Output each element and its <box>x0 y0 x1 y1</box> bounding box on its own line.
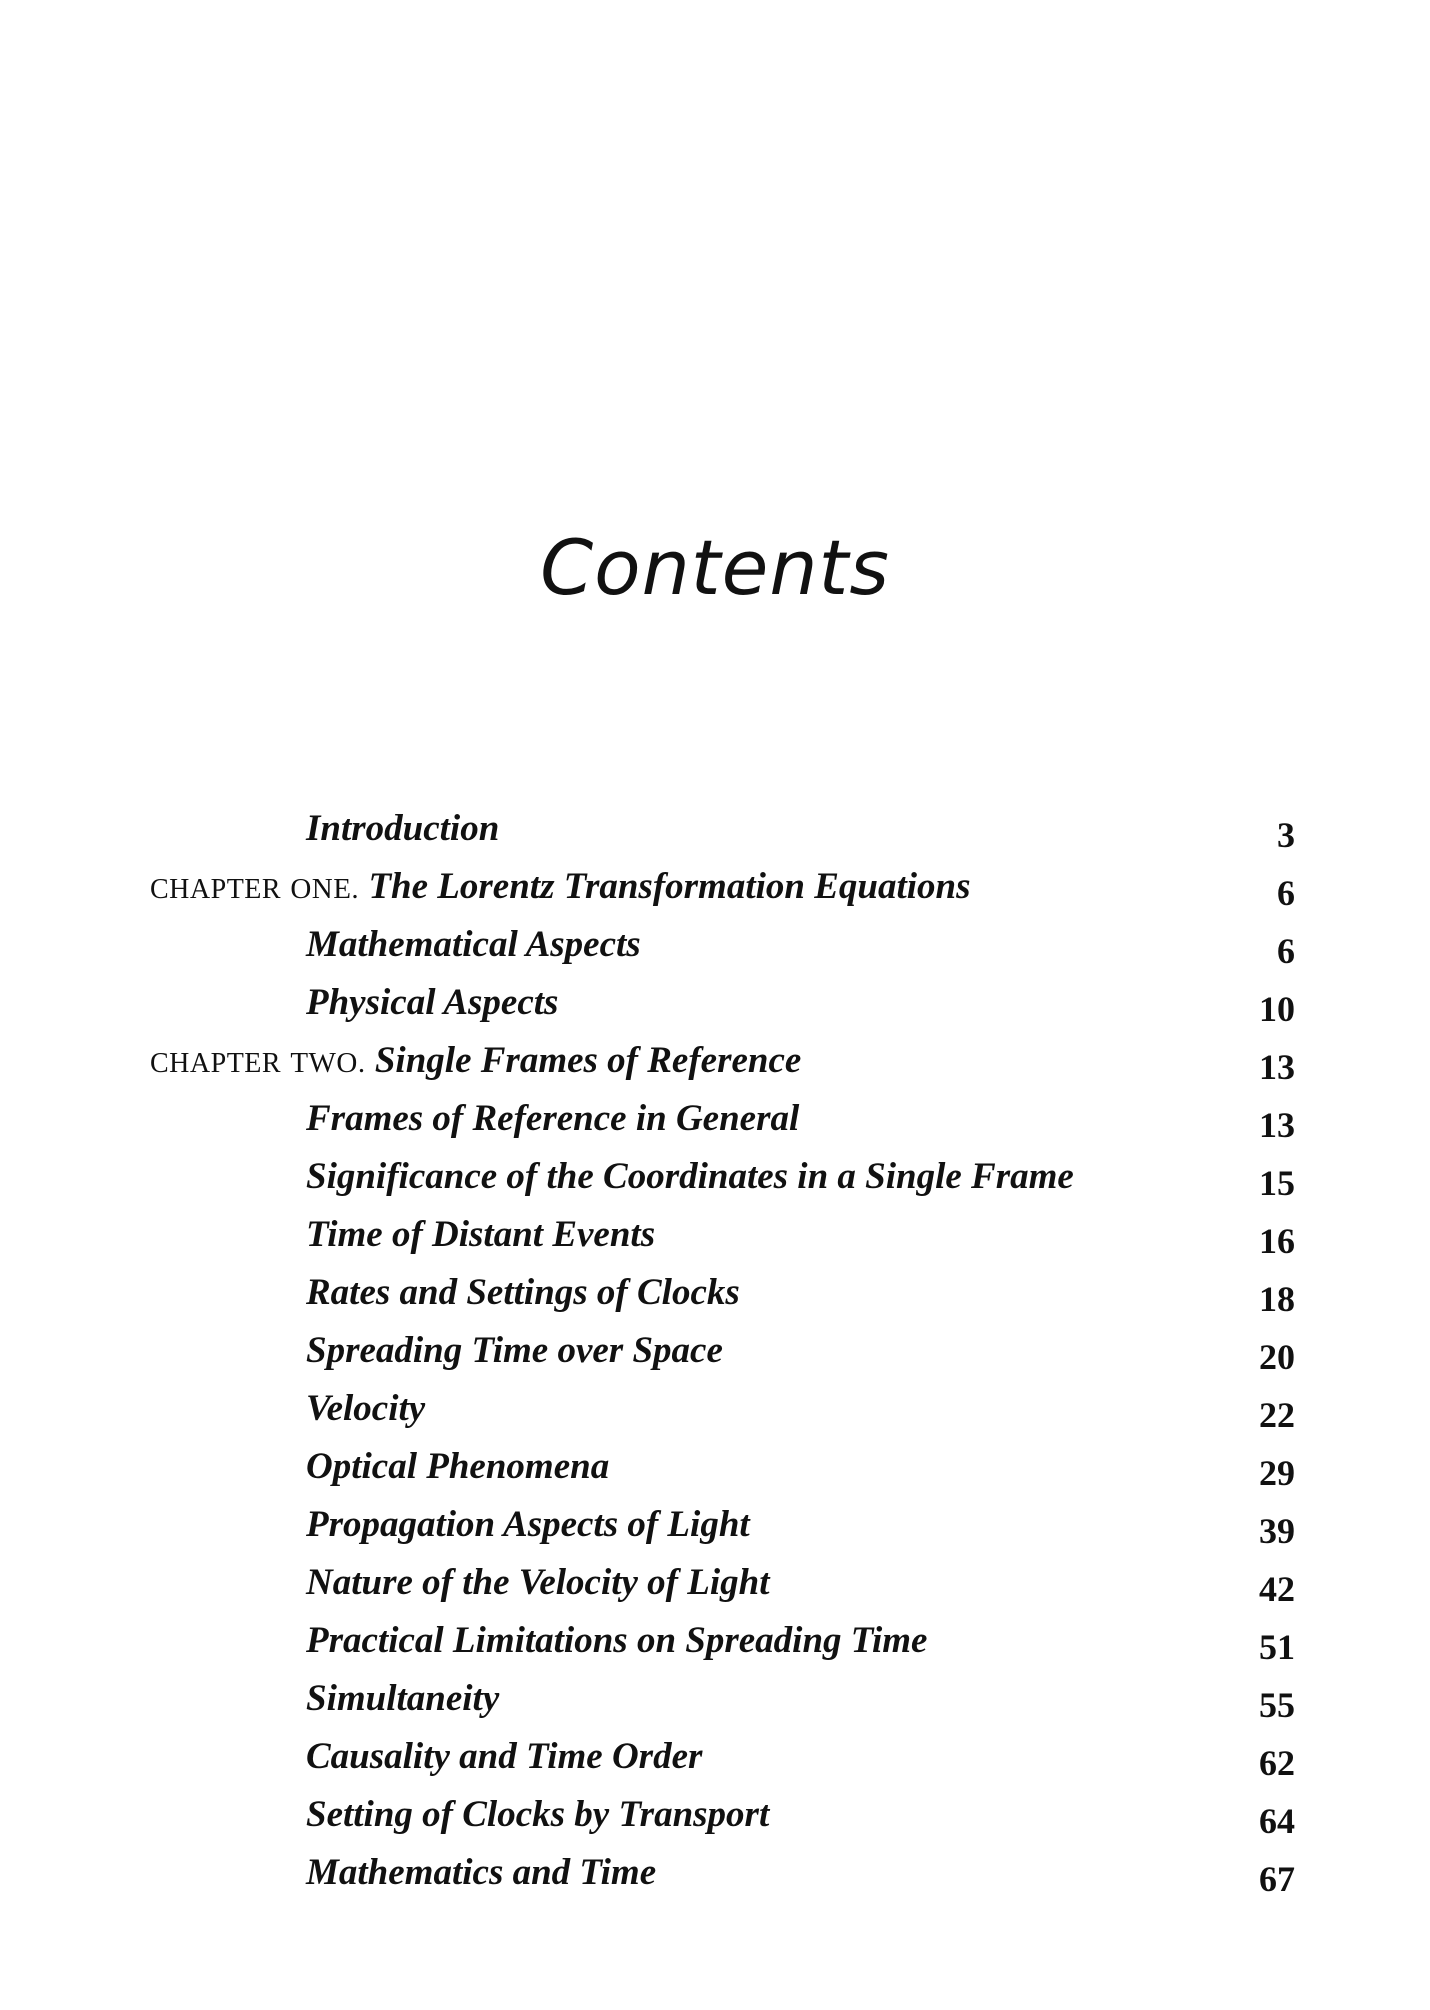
toc-entry[interactable] <box>0 800 1430 858</box>
toc-entry-title: Causality and Time Order <box>306 1736 703 1777</box>
toc-entry-title: Mathematical Aspects <box>306 924 641 965</box>
toc-entry-title: Propagation Aspects of Light <box>306 1504 750 1545</box>
chapter-prefix: CHAPTER <box>150 874 282 905</box>
toc-entry-page: 3 <box>1277 815 1295 855</box>
toc-entry[interactable] <box>0 1438 1430 1496</box>
toc-entry[interactable] <box>0 1206 1430 1264</box>
toc-entry-title: Simultaneity <box>306 1678 500 1719</box>
toc-entry-title: Practical Limitations on Spreading Time <box>306 1620 928 1661</box>
toc-entry-page: 10 <box>1259 989 1295 1029</box>
toc-entry-page: 64 <box>1259 1801 1295 1841</box>
toc-entry[interactable] <box>0 1496 1430 1554</box>
toc-entry[interactable] <box>0 1322 1430 1380</box>
toc-entry[interactable] <box>0 1728 1430 1786</box>
toc-entry[interactable] <box>0 1670 1430 1728</box>
toc-entry[interactable] <box>0 1844 1430 1902</box>
chapter-number: ONE. <box>290 873 360 905</box>
toc-entry-page: 39 <box>1259 1511 1295 1551</box>
toc-entry-title: Significance of the Coordinates in a Single Frame <box>306 1156 1074 1197</box>
toc-entry[interactable] <box>0 1380 1430 1438</box>
toc-entry-title: Spreading Time over Space <box>306 1330 723 1371</box>
toc-entry-title: Single Frames of Reference <box>374 1040 802 1081</box>
toc-entry[interactable] <box>0 974 1430 1032</box>
toc-entry-title: Time of Distant Events <box>306 1214 656 1255</box>
toc-entry-page: 67 <box>1259 1859 1295 1899</box>
toc-entry-title: Mathematics and Time <box>306 1852 657 1893</box>
toc-entry-title: Rates and Settings of Clocks <box>306 1272 740 1313</box>
toc-entry-title: Nature of the Velocity of Light <box>306 1562 770 1603</box>
toc-entry-page: 18 <box>1259 1279 1295 1319</box>
toc-entry-title: Velocity <box>306 1388 426 1429</box>
chapter-number: TWO. <box>290 1047 366 1079</box>
toc-entry[interactable] <box>0 1264 1430 1322</box>
toc-entry-title: Physical Aspects <box>306 982 559 1023</box>
toc-entry-page: 62 <box>1259 1743 1295 1783</box>
toc-entry[interactable] <box>0 1612 1430 1670</box>
toc-entry[interactable] <box>0 1554 1430 1612</box>
toc-entry-page: 6 <box>1277 873 1295 913</box>
toc-entry[interactable] <box>0 1786 1430 1844</box>
toc-entry-page: 15 <box>1259 1163 1295 1203</box>
toc-entry-page: 13 <box>1259 1105 1295 1145</box>
toc-entry-page: 51 <box>1259 1627 1295 1667</box>
toc-entry-page: 29 <box>1259 1453 1295 1493</box>
chapter-prefix: CHAPTER <box>150 1048 282 1079</box>
toc-entry-title: Optical Phenomena <box>306 1446 610 1487</box>
toc-entry-title: Introduction <box>306 808 500 849</box>
toc-entry-title: Setting of Clocks by Transport <box>306 1794 770 1835</box>
toc-entry-page: 16 <box>1259 1221 1295 1261</box>
toc-entry-page: 20 <box>1259 1337 1295 1377</box>
toc-chapter-heading[interactable] <box>0 1032 1430 1090</box>
toc-entry[interactable] <box>0 1090 1430 1148</box>
toc-entry[interactable] <box>0 1148 1430 1206</box>
toc-entry-page: 55 <box>1259 1685 1295 1725</box>
toc-entry[interactable] <box>0 916 1430 974</box>
toc-entry-page: 22 <box>1259 1395 1295 1435</box>
toc-entry-page: 42 <box>1259 1569 1295 1609</box>
toc-chapter-heading[interactable] <box>0 858 1430 916</box>
toc-entry-title: Frames of Reference in General <box>306 1098 800 1139</box>
toc-entry-page: 6 <box>1277 931 1295 971</box>
toc-entry-title: The Lorentz Transformation Equations <box>368 866 971 907</box>
toc-entry-page: 13 <box>1259 1047 1295 1087</box>
page-title: Contents <box>540 523 890 612</box>
